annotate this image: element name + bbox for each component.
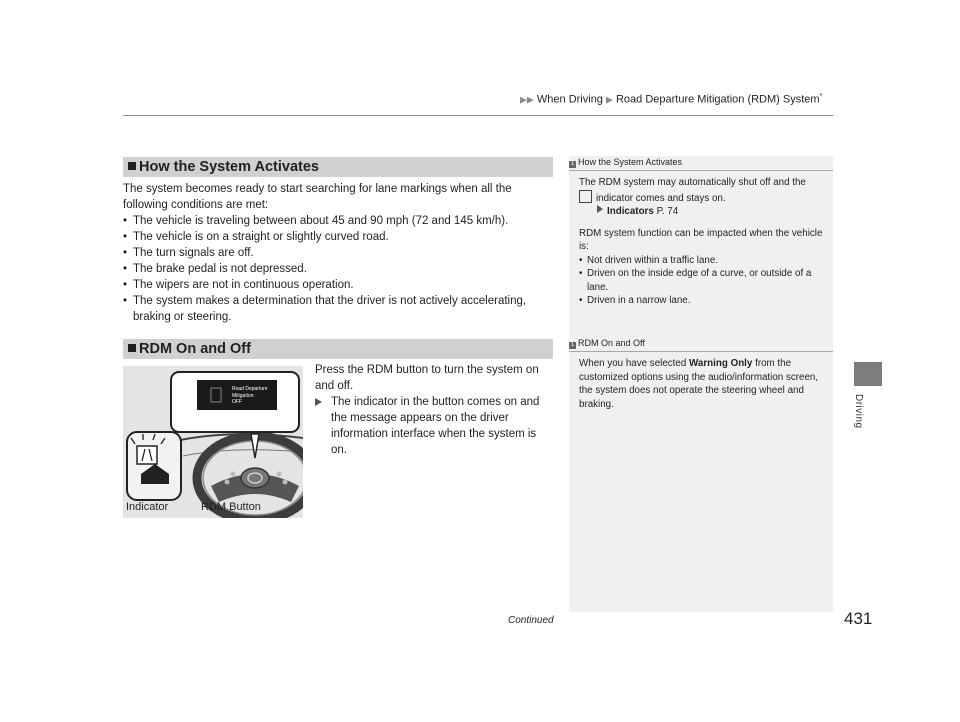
warning-only-option: Warning Only bbox=[689, 358, 753, 369]
breadcrumb-arrow-icon: ▶▶ bbox=[520, 94, 534, 105]
section2-body bbox=[315, 362, 553, 458]
header-divider bbox=[123, 115, 833, 116]
condition-item: • The vehicle is traveling between about 45 and 90 mph (72 and 145 km/h). bbox=[123, 213, 543, 229]
note-heading: How the System Activates bbox=[578, 157, 683, 167]
rdm-instruction: Press the RDM button to turn the system on and off. bbox=[315, 364, 539, 392]
condition-item: • The wipers are not in continuous operation. bbox=[123, 277, 543, 293]
section-title: RDM On and Off bbox=[139, 341, 251, 357]
breadcrumb-arrow-icon: ▶ bbox=[606, 94, 613, 105]
caption-rdm-button: RDM Button bbox=[201, 501, 261, 513]
result-arrow-icon bbox=[315, 398, 322, 406]
breadcrumb-item-when-driving[interactable]: When Driving bbox=[536, 93, 603, 106]
impact-item: • Not driven within a traffic lane. bbox=[579, 254, 825, 268]
chapter-tab-label: Driving bbox=[853, 394, 864, 429]
reference-arrow-icon bbox=[597, 205, 603, 213]
asterisk-mark: * bbox=[819, 93, 823, 100]
section-header-how-system-activates bbox=[123, 157, 553, 177]
rdm-indicator-icon bbox=[579, 190, 592, 203]
page-number: 431 bbox=[844, 609, 873, 628]
breadcrumb bbox=[520, 93, 822, 106]
condition-item: • The turn signals are off. bbox=[123, 245, 543, 261]
section1-body bbox=[123, 181, 543, 325]
reference-label[interactable]: Indicators bbox=[607, 206, 654, 217]
section-title: How the System Activates bbox=[139, 159, 319, 175]
impact-item: • Driven in a narrow lane. bbox=[579, 294, 825, 308]
section1-intro: The system becomes ready to start searching for lane markings when all the following conditions are met: bbox=[123, 183, 512, 211]
note-rdm-on-off: 1 RDM On and Off When you have selected Warning Only from the customized options using the audio/information screen, the system does not operate the steering wheel and braking. bbox=[569, 338, 833, 411]
condition-item: • The system makes a determination that the driver is not actively accelerating, braking or steering. bbox=[123, 293, 543, 325]
caption-indicator: Indicator bbox=[126, 501, 169, 513]
square-bullet-icon bbox=[128, 162, 136, 170]
note-reference-icon: 1 bbox=[570, 342, 575, 348]
section-header-rdm-on-off bbox=[123, 339, 553, 359]
breadcrumb-item-rdm-system[interactable]: Road Departure Mitigation (RDM) System bbox=[615, 93, 820, 106]
square-bullet-icon bbox=[128, 344, 136, 352]
impact-item: • Driven on the inside edge of a curve, or outside of a lane. bbox=[579, 267, 825, 294]
condition-item: • The vehicle is on a straight or slightly curved road. bbox=[123, 229, 543, 245]
note-how-system-activates: 1 How the System Activates The RDM system may automatically shut off and the indicator comes and stays on. Indicators P. 74 RDM system function can be impacted when the vehicle is: • Not driven within a traffic lane. • Driven on the inside edge of a curve, or outside of a lane. • Driven in a narrow lane. bbox=[569, 157, 833, 308]
cross-reference[interactable] bbox=[579, 205, 825, 219]
note-heading: RDM On and Off bbox=[578, 338, 645, 348]
dashboard-illustration bbox=[123, 366, 303, 518]
condition-item: • The brake pedal is not depressed. bbox=[123, 261, 543, 277]
chapter-tab[interactable] bbox=[854, 362, 882, 386]
display-message: Road Departure Mitigation: OFF bbox=[232, 386, 268, 405]
note-reference-icon: 1 bbox=[570, 161, 575, 167]
rdm-result: The indicator in the button comes on and the message appears on the driver information interface when the system is on. bbox=[315, 394, 553, 458]
reference-page: P. 74 bbox=[656, 206, 679, 217]
steering-wheel-drawing bbox=[123, 366, 303, 518]
continued-label: Continued bbox=[508, 615, 554, 626]
